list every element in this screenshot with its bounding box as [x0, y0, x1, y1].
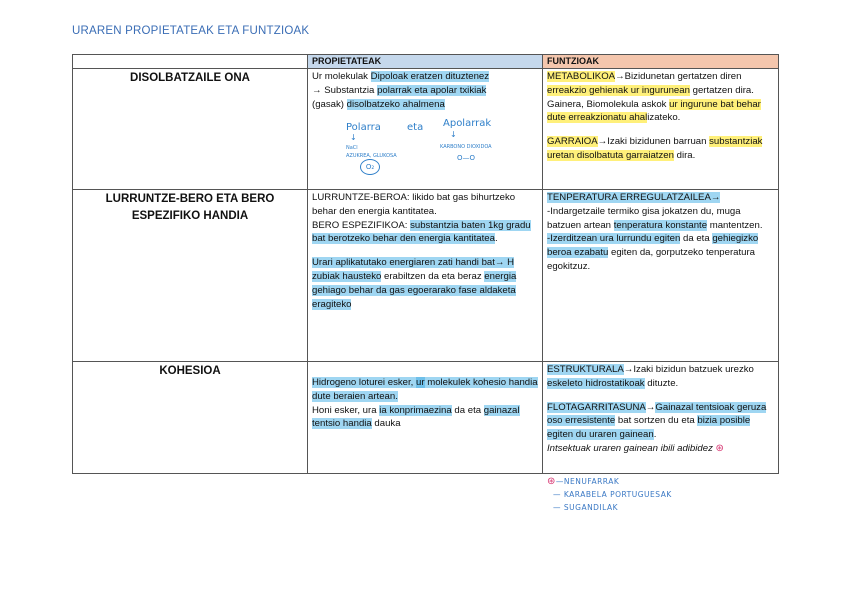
- table-row: [73, 69, 779, 190]
- sketch-apolarrak: Apolarrak: [443, 118, 492, 130]
- table-row: [73, 190, 779, 362]
- text: -Indargetzaile termiko gisa jokatzen du, muga batzuen artean: [547, 205, 741, 231]
- highlight: Dipoloak eratzen dituztenez: [370, 71, 490, 82]
- text: bat sortzen du eta: [615, 415, 698, 427]
- highlight: METABOLIKOA: [547, 71, 616, 82]
- document-title: URAREN PROPIETATEAK ETA FUNTZIOAK: [72, 25, 310, 37]
- fun-cell-disolbatzaile: [543, 69, 779, 190]
- sketch-arrow-1: ↓: [350, 133, 357, 143]
- text: dira.: [673, 149, 696, 161]
- text: →Izaki bizidun batzuek urezko: [623, 364, 754, 375]
- prop-cell-kohesioa: [308, 362, 543, 474]
- properties-table: [72, 54, 779, 474]
- text: dituzte.: [644, 377, 679, 389]
- highlight: Hidrogeno loturei esker,: [312, 377, 416, 388]
- sketch-note-azukrea: AZUKREA, GLUKOSA: [346, 153, 397, 160]
- fun-cell-kohesioa: [543, 362, 779, 474]
- text: .: [494, 233, 498, 245]
- text: Ur molekulak: [312, 71, 371, 82]
- highlight: gehiegizko beroa ezabatu: [547, 233, 759, 259]
- highlight: eskeleto hidrostatikoak: [547, 377, 645, 389]
- row-label-lurruntze: [73, 190, 308, 362]
- highlight: FLOTAGARRITASUNA: [547, 401, 646, 413]
- text: da eta: [680, 233, 713, 245]
- text: LURRUNTZE-BEROA: likido bat gas bihurtzeko behar den energia kantitatea.: [312, 192, 516, 217]
- text: izateko.: [647, 112, 681, 124]
- text: →: [645, 401, 656, 413]
- sketch-arrow-2: ↓: [450, 130, 457, 140]
- highlight: TENPERATURA ERREGULATZAILEA→: [547, 192, 721, 203]
- highlight: tenperatura konstante: [613, 219, 708, 231]
- text: BERO ESPEZIFIKOA:: [312, 219, 411, 231]
- text: egiten da, gorputzeko tenperatura egokitzuz.: [547, 247, 756, 272]
- handwritten-sketch: [312, 111, 538, 177]
- highlight: ur: [416, 377, 425, 388]
- row-label-line: LURRUNTZE-BERO ETA BERO: [105, 193, 275, 205]
- note-line: — KARABELA PORTUGUESAK: [553, 490, 672, 499]
- table-header-row: [73, 55, 779, 69]
- star-icon: ⊛: [715, 442, 724, 454]
- sketch-polarra: Polarra: [346, 122, 381, 134]
- highlight: ESTRUKTURALA: [547, 364, 624, 375]
- highlight: -Izerditzean ura lurrundu egiten: [547, 233, 681, 245]
- text: dauka: [371, 418, 401, 430]
- highlight: substantzia baten 1kg gradu bat berotzeko behar den energia kantitatea: [312, 219, 531, 245]
- row-label-disolbatzaile: DISOLBATZAILE ONA: [73, 69, 308, 190]
- star-icon: ⊛: [547, 476, 556, 487]
- text: (gasak): [312, 98, 347, 110]
- highlight: bizia posible egiten du uraren gainean: [547, 415, 751, 441]
- fun-cell-lurruntze: [543, 190, 779, 362]
- note-line: —NENUFARRAK: [555, 477, 620, 486]
- header-propietateak: PROPIETATEAK: [308, 55, 543, 69]
- sketch-note-nacl: NaCl: [346, 145, 358, 152]
- highlight: Gainazal tentsioak geruza oso erresistente: [547, 401, 767, 427]
- highlight: ia konprimaezina: [379, 404, 452, 416]
- highlight: molekulek kohesio handia dute beraien artean.: [312, 377, 538, 402]
- sketch-note-karbono: KARBONO DIOXIDOA: [440, 144, 492, 151]
- note-line: — SUGANDILAK: [553, 503, 619, 512]
- text: gertatzen dira. Gainera, Biomolekula askok: [547, 84, 754, 110]
- highlight: substantziak uretan disolbatuta garraiatzen: [547, 136, 763, 161]
- highlight: erreakzio gehienak ur ingurunean: [547, 84, 690, 96]
- sketch-o2-circle: O₂: [360, 159, 380, 175]
- text: →Izaki bizidunen barruan: [597, 136, 710, 148]
- text: mantentzen.: [707, 219, 763, 231]
- highlight: disolbatzeko ahalmena: [346, 98, 445, 110]
- sketch-note-o-o: O—O: [457, 154, 476, 163]
- highlight: GARRAIOA: [547, 136, 598, 148]
- text: erabiltzen da eta beraz: [381, 270, 485, 282]
- prop-cell-lurruntze: [308, 190, 543, 362]
- table-row: [73, 362, 779, 474]
- highlight: ur ingurune bat behar dute erreakzionatu ahal: [547, 98, 761, 124]
- text: → Substantzia: [312, 84, 378, 96]
- header-blank-cell: [73, 55, 308, 69]
- highlight: Urari aplikatutako energiaren zati handi bat→ H zubiak hausteko: [312, 257, 515, 282]
- text: →Bizidunetan gertatzen diren: [615, 71, 742, 82]
- prop-cell-disolbatzaile: [308, 69, 543, 190]
- text: Honi esker, ura: [312, 404, 380, 416]
- text: .: [653, 429, 657, 441]
- highlight: gainazal tentsio handia: [312, 404, 520, 430]
- sketch-eta: eta: [407, 122, 424, 134]
- text: da eta: [451, 404, 484, 416]
- handwritten-notes: [547, 475, 672, 514]
- row-label-line: ESPEZIFIKO HANDIA: [131, 210, 249, 222]
- row-label-kohesioa: KOHESIOA: [73, 362, 308, 474]
- header-funtzioak: FUNTZIOAK: [543, 55, 779, 69]
- italic-example: Intsektuak uraren gainean ibili adibidez: [547, 442, 713, 454]
- highlight: polarrak eta apolar txikiak: [377, 84, 487, 96]
- highlight: energia gehiago behar da gas egoerarako fase aldaketa eragiteko: [312, 270, 517, 310]
